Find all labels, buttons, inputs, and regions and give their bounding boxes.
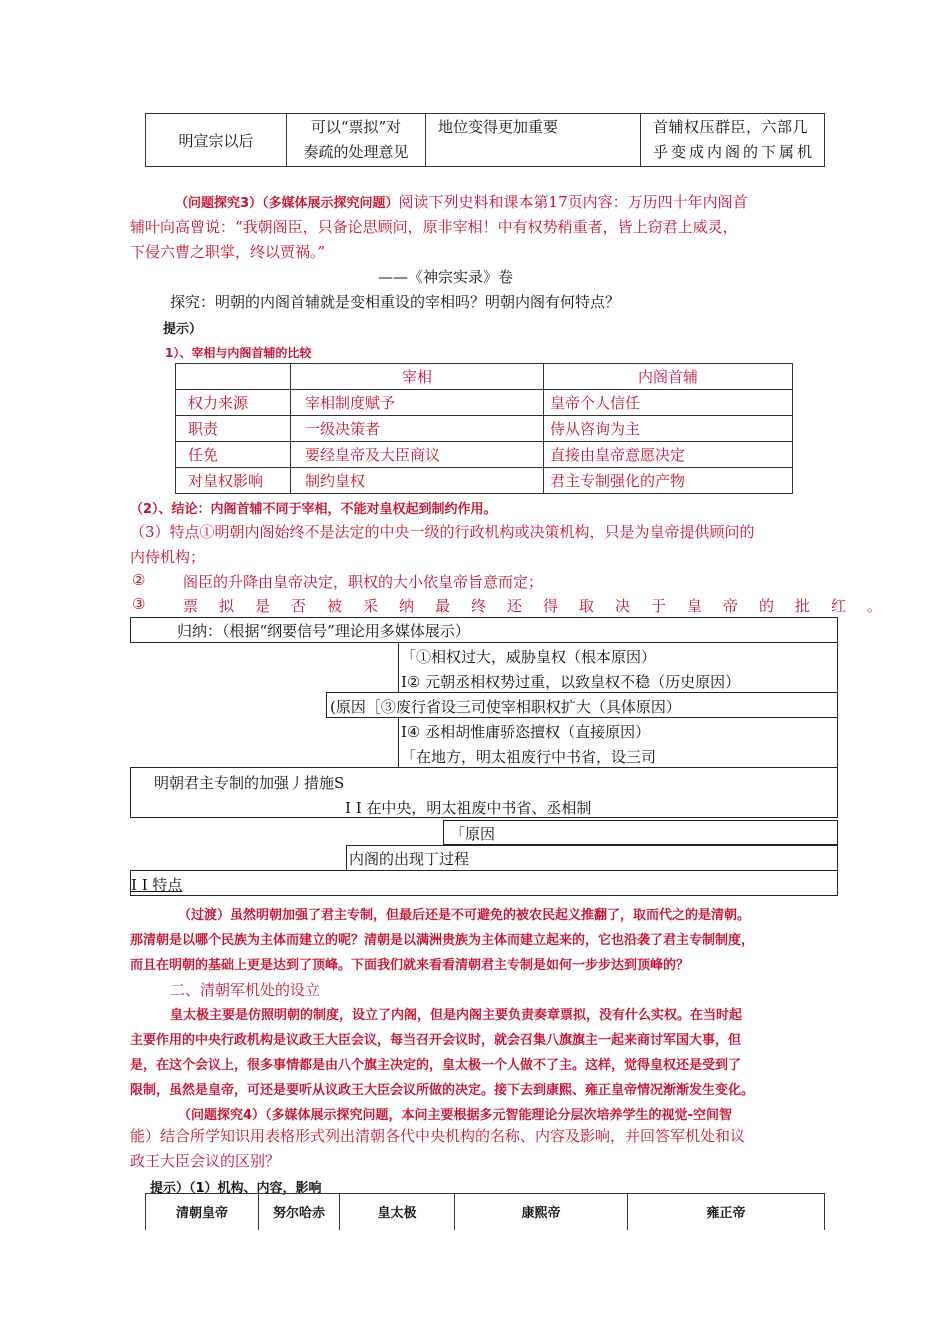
summary-cabinet-reason: 「原因 [450, 825, 496, 843]
summary-central-measure: I I 在中央，明太祖废中书省、丞相制 [345, 799, 592, 817]
inquiry3-line1 [175, 191, 748, 212]
compare-cell: 直接由皇帝意愿决定 [544, 442, 793, 468]
cell-line: 首辅权压群臣，六部几 [653, 118, 809, 136]
compare-title: 1）、宰相与内阁首辅的比较 [165, 346, 312, 360]
inquiry3-question: 探究：明朝的内阁首辅就是变相重设的宰相吗？明朝内阁有何特点？ [170, 293, 621, 311]
top-table [145, 113, 825, 167]
compare-header [176, 364, 291, 390]
paragraph-line1: 皇太极主要是仿照明朝的制度，设立了内阁，但是内阁主要负责奏章票拟，没有什么实权。在当时起 [170, 1008, 743, 1023]
features-line2: 内侍机构； [130, 548, 206, 566]
summary-reason-1: 「①相权过大，威胁皇权（根本原因） [401, 648, 657, 666]
cell [641, 114, 825, 167]
compare-header: 内阁首辅 [544, 364, 793, 390]
summary-reason-2: I② 元朝丞相权势过重，以致皇权不稳（历史原因） [401, 673, 741, 691]
section2-heading: 二、清朝军机处的设立 [170, 981, 321, 999]
compare-cell: 侍从咨询为主 [544, 416, 793, 442]
paragraph-line2: 主要作用的中央行政机构是议政王大臣会议，每当召开会议时，就会召集八旗旗主一起来商讨军国大事，但 [130, 1033, 742, 1048]
cell-line: 乎变成内阁的下属机 [653, 143, 816, 161]
summary-title: 归纳：（根据“纲要信号”理论用多媒体展示） [177, 622, 470, 640]
inquiry4-line3: 政王大臣会议的区别？ [130, 1152, 281, 1170]
features-line1: （3）特点①明朝内阁始终不是法定的中央一级的行政机构或决策机构，只是为皇帝提供顾问的 [130, 523, 755, 541]
transition-line3: 而且在明朝的基础上更是达到了顶峰。下面我们就来看看清朝君主专制是如何一步步达到顶峰的？ [130, 958, 690, 973]
transition-line1: （过渡）虽然明朝加强了君主专制，但最后还是不可避免的被农民起义推翻了，取而代之的是清朝。 [178, 908, 751, 923]
paragraph-line3: 是，在这个会议上，很多事情都是由八个旗主决定的，皇太极一个人做不了主。这样，觉得皇权还是受到了 [130, 1058, 742, 1073]
compare-cell: 职责 [176, 416, 291, 442]
qing-header: 雍正帝 [628, 1194, 825, 1230]
inquiry3-line2: 辅叶向高曾说：“我朝阁臣，只备论思顾问，原非宰相！中有权势稍重者，皆上窃君上威灵， [130, 218, 738, 236]
inquiry4-hint: 提示）（1）机构、内容，影响 [150, 1181, 322, 1196]
summary-cabinet-process: 内阁的出现丁过程 [349, 850, 470, 868]
compare-cell: 宰相制度赋予 [291, 390, 544, 416]
cell: 明宣宗以后 [146, 114, 287, 167]
compare-cell: 权力来源 [176, 390, 291, 416]
compare-cell: 任免 [176, 442, 291, 468]
inquiry3-hint: 提示） [163, 322, 203, 337]
summary-frame-cabinet-feature [130, 870, 838, 896]
compare-cell: 一级决策者 [291, 416, 544, 442]
qing-header: 努尔哈赤 [259, 1194, 340, 1230]
cell [287, 114, 426, 167]
inquiry4-line1 [178, 1104, 732, 1123]
summary-cabinet-feature: I I 特点 [131, 876, 183, 894]
transition-line2: 那清朝是以哪个民族为主体而建立的呢？清朝是以满洲贵族为主体而建立起来的，它也沿袭了君主专制制度， [130, 933, 755, 948]
summary-reason-4: I④ 丞相胡惟庸骄恣擅权（直接原因） [401, 723, 651, 741]
cell: 地位变得更加重要 [426, 114, 641, 167]
cell-line: 可以“票拟”对 [310, 118, 402, 136]
inquiry4-text: （多媒体展示探究问题，本问主要根据多元智能理论分层次培养学生的视觉-空间智 [265, 1108, 732, 1123]
feature3-text: 票拟是否被采纳最终还得取决于皇帝的批红。 [183, 597, 904, 615]
inquiry3-line3: 下侵六曹之职掌，终以贾祸。” [130, 243, 326, 261]
paragraph-line4: 限制，虽然是皇帝，可还是要听从议政王大臣会议所做的决定。接下去到康熙、雍正皇帝情况渐渐发生变化。 [130, 1083, 755, 1098]
compare-cell: 要经皇帝及大臣商议 [291, 442, 544, 468]
conclusion: （2）、结论：内阁首辅不同于宰相，不能对皇权起到制约作用。 [130, 502, 497, 517]
qing-header: 清朝皇帝 [146, 1194, 259, 1230]
compare-table [175, 363, 793, 494]
cell-line: 奏疏的处理意见 [303, 143, 409, 161]
compare-cell: 对皇权影响 [176, 468, 291, 494]
summary-reason-3: (原因［③废行省设三司使宰相职权扩大（具体原因） [330, 698, 681, 716]
inquiry3-source: ——《神宗实录》卷 [378, 268, 514, 286]
summary-main-topic: 明朝君主专制的加强丿措施S [154, 774, 345, 792]
summary-frame-cabinet-reason [443, 820, 838, 845]
compare-header: 宰相 [291, 364, 544, 390]
qing-table [145, 1193, 825, 1230]
compare-cell: 皇帝个人信任 [544, 390, 793, 416]
summary-local-measure: 「在地方，明太祖废行中书省，设三司 [401, 748, 657, 766]
inquiry3-text: 阅读下列史料和课本第17页内容：万历四十年内阁首 [398, 193, 748, 211]
feature3-number: ③ [132, 595, 146, 613]
inquiry3-lead: （问题探究3）（多媒体展示探究问题） [175, 196, 399, 211]
qing-header: 皇太极 [340, 1194, 455, 1230]
feature2-text: 阁臣的升降由皇帝决定，职权的大小依皇帝旨意而定； [183, 573, 544, 591]
inquiry4-line2: 能）结合所学知识用表格形式列出清朝各代中央机构的名称、内容及影响，并回答军机处和议 [130, 1127, 746, 1145]
compare-cell: 制约皇权 [291, 468, 544, 494]
compare-cell: 君主专制强化的产物 [544, 468, 793, 494]
qing-header: 康熙帝 [455, 1194, 628, 1230]
feature2-number: ② [132, 571, 146, 589]
inquiry4-lead: （问题探究4） [178, 1108, 266, 1123]
